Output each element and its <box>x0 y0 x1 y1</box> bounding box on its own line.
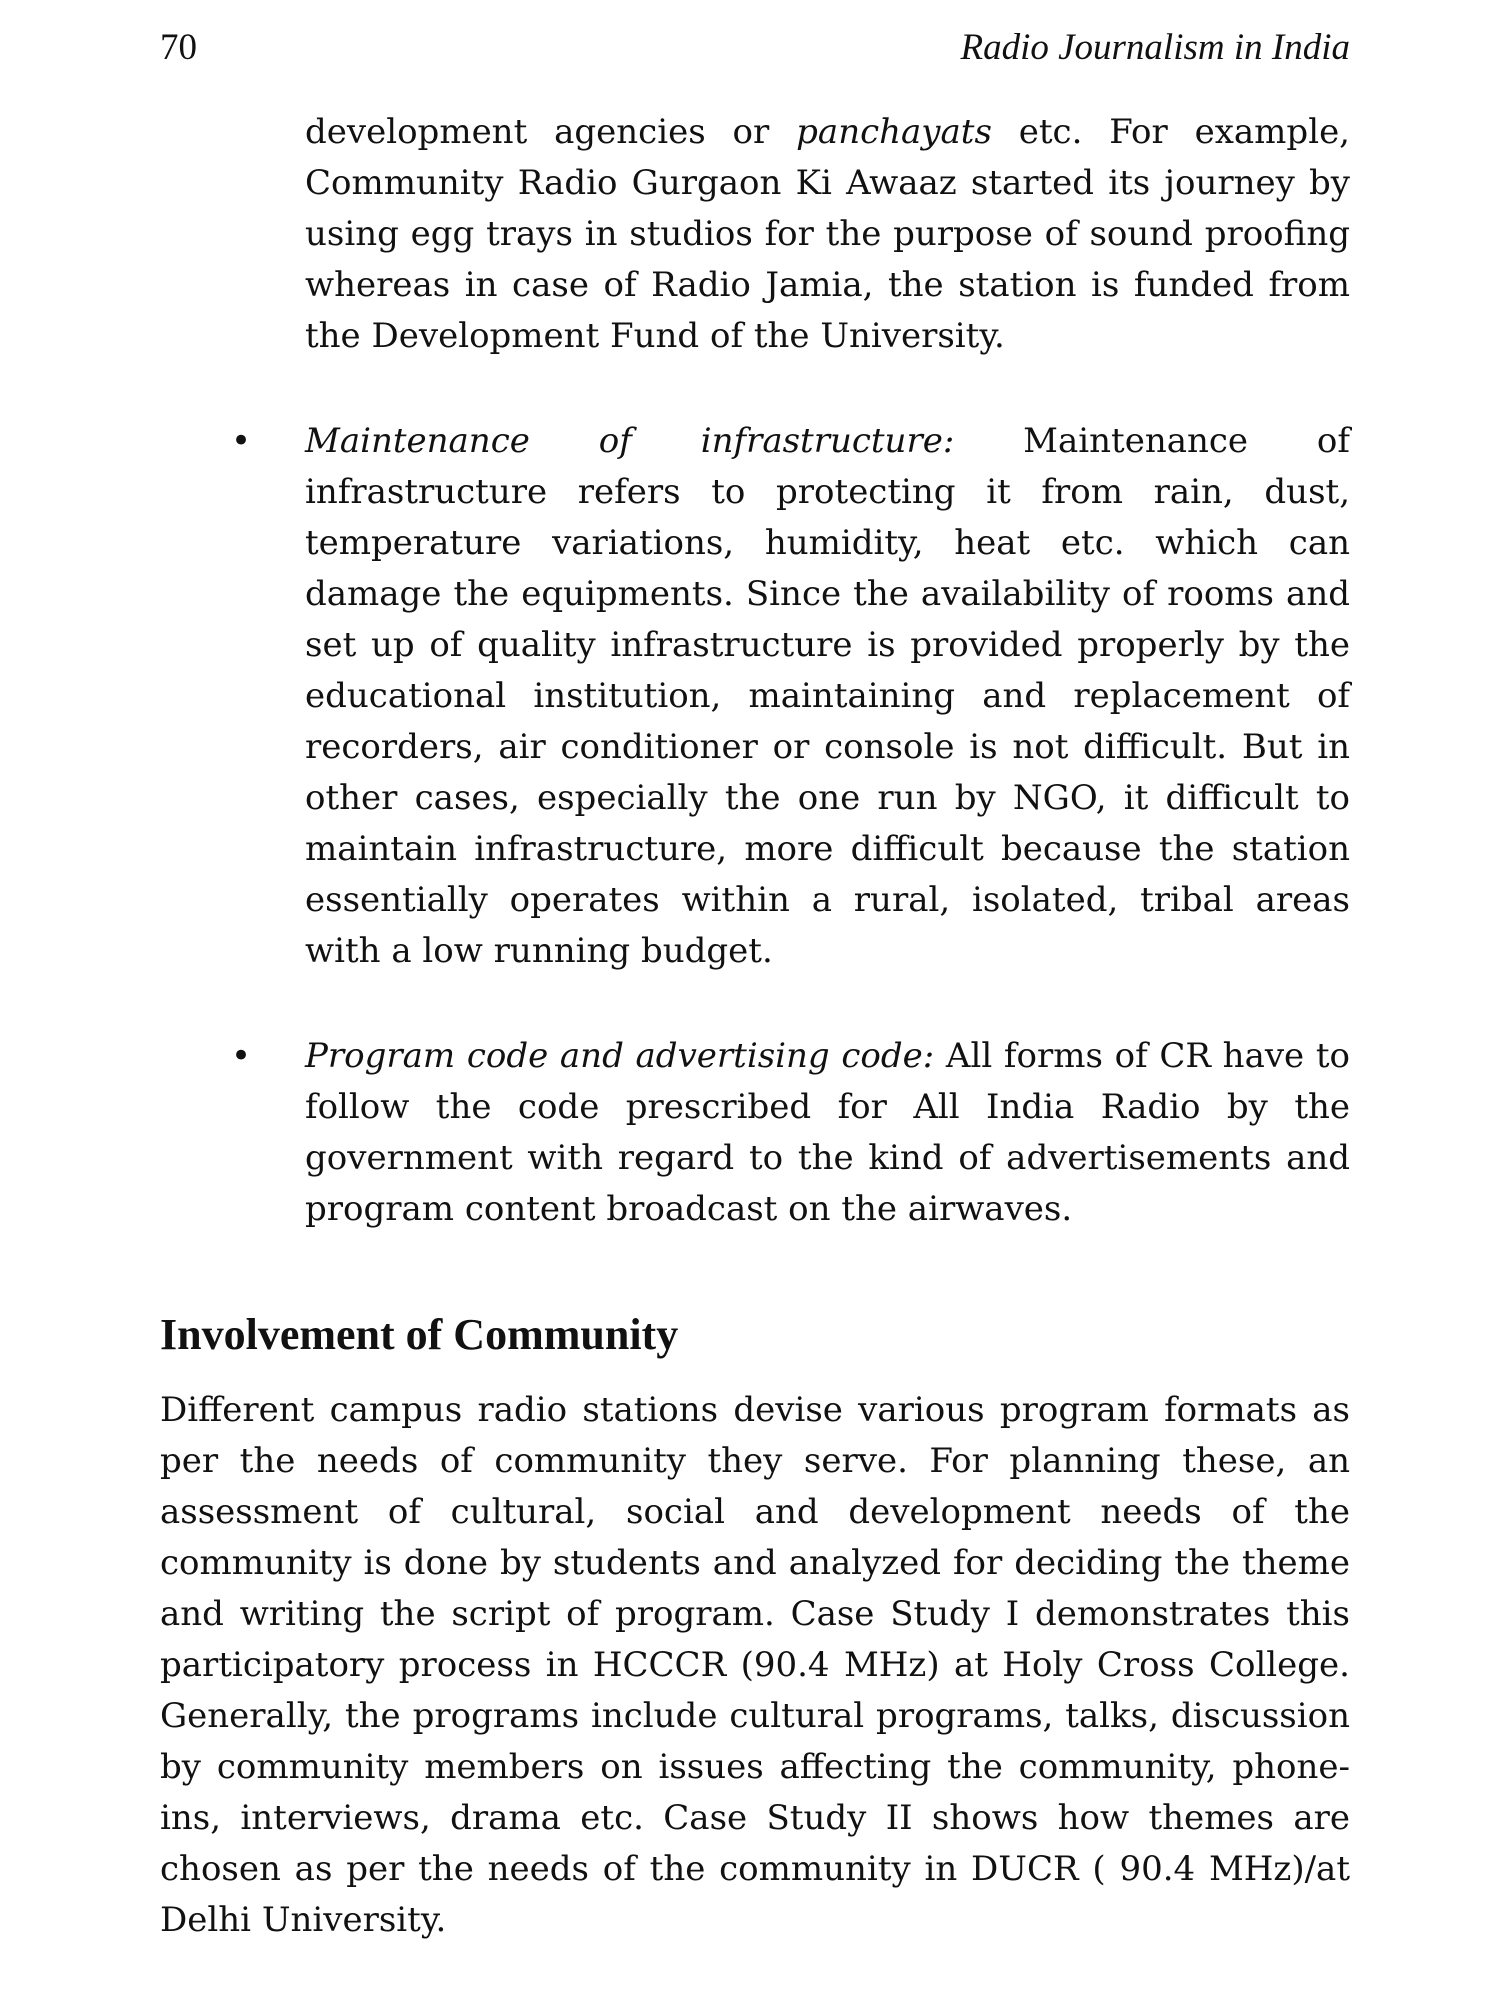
continuation-paragraph <box>305 107 1350 362</box>
page-header <box>160 26 1350 76</box>
continuation-text-start: development agencies or <box>305 112 797 152</box>
page-number: 70 <box>160 27 197 68</box>
bullet-description: Maintenance of infrastructure refers to protecting it from rain, dust, temperature variations, humidity, heat etc. which can damage the equipments. Since the availability of rooms and set up of quality infrastructure is provided properly by the educational institution, maintaining and replacement of recorders, air conditioner or console is not difficult. But in other cases, especially the one run by NGO, it difficult to maintain infrastructure, more difficult because the station essentially operates within a rural, isolated, tribal areas with a low running budget. <box>305 421 1350 971</box>
bullet-marker: • <box>231 1036 252 1076</box>
bullet-text <box>305 1031 1350 1235</box>
bullet-list-program-code <box>225 1031 1350 1235</box>
bullet-item-program-code <box>225 1031 1350 1235</box>
bullet-term: Maintenance of infrastructure: <box>305 421 955 461</box>
bullet-text <box>305 416 1350 977</box>
bullet-list-infrastructure <box>225 416 1350 977</box>
running-title: Radio Journalism in India <box>960 27 1350 68</box>
bullet-description: All forms of CR have to follow the code prescribed for All India Radio by the government with regard to the kind of advertisements and program content broadcast on the airwaves. <box>305 1036 1350 1229</box>
bullet-term: Program code and advertising code: <box>305 1036 935 1076</box>
section-paragraph: Different campus radio stations devise various program formats as per the needs of community they serve. For planning these, an assessment of cultural, social and development needs of the community is done by students and analyzed for deciding the theme and writing the script of program. Case Study I demonstrates this participatory process in HCCCR (90.4 MHz) at Holy Cross College. Generally, the programs include cultural programs, talks, discussion by community members on issues affecting the community, phone-ins, interviews, drama etc. Case Study II shows how themes are chosen as per the needs of the community in DUCR ( 90.4 MHz)/at Delhi University. <box>160 1390 1350 1940</box>
section-heading: Involvement of Community <box>160 1310 679 1359</box>
continuation-italic-word: panchayats <box>796 112 992 152</box>
bullet-item-maintenance <box>225 416 1350 977</box>
continuation-text-end: etc. For example, Community Radio Gurgaon Ki Awaaz started its journey by using egg trays in studios for the purpose of sound proofing whereas in case of Radio Jamia, the station is funded from the Development Fund of the University. <box>305 112 1350 356</box>
bullet-marker: • <box>231 421 252 461</box>
